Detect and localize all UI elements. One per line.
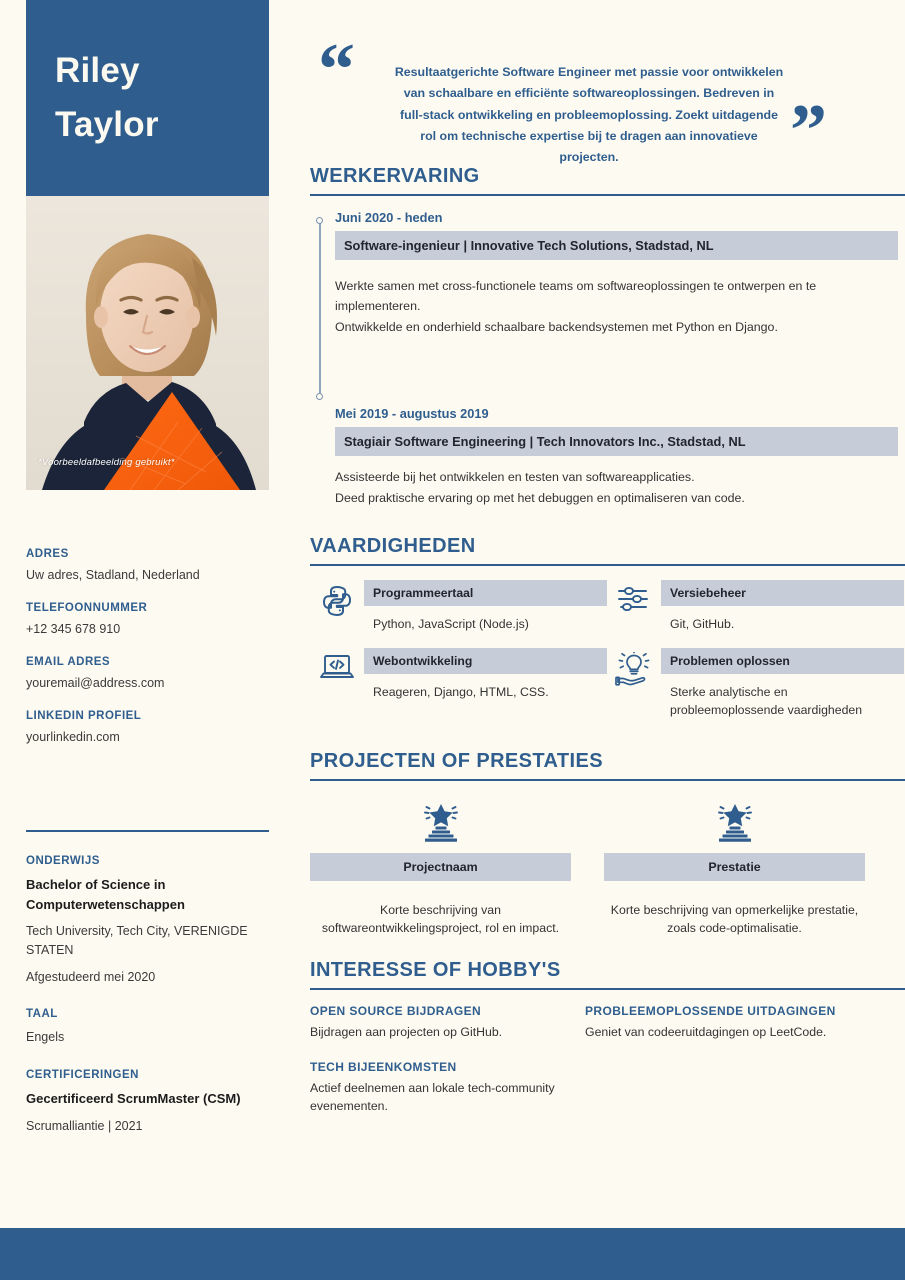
skill-value: Python, JavaScript (Node.js) xyxy=(373,617,529,632)
skill-item xyxy=(607,648,904,720)
footer-bar xyxy=(0,1228,905,1280)
contact-label: EMAIL ADRES xyxy=(26,656,111,669)
job-entry xyxy=(310,406,905,508)
star-podium-icon xyxy=(604,795,865,847)
interest-item xyxy=(310,1060,585,1116)
interest-text: Bijdragen aan projecten op GitHub. xyxy=(310,1025,503,1040)
timeline-line xyxy=(319,221,321,396)
first-name: Riley xyxy=(55,50,140,90)
section-title-skills: VAARDIGHEDEN xyxy=(310,535,476,558)
quote-close-icon: ” xyxy=(790,90,827,172)
job-description xyxy=(335,276,880,337)
contact-item-address xyxy=(26,548,269,584)
education-degree: Bachelor of Science in Computerwetenschappen xyxy=(26,877,185,912)
education-label: ONDERWIJS xyxy=(26,855,100,867)
interest-title: TECH BIJEENKOMSTEN xyxy=(310,1059,457,1074)
skill-item xyxy=(310,580,607,633)
contact-label: ADRES xyxy=(26,548,69,560)
section-title-projects: PROJECTEN OF PRESTATIES xyxy=(310,749,603,772)
section-experience xyxy=(310,165,905,508)
timeline-track xyxy=(316,217,325,400)
section-rule xyxy=(310,988,905,990)
skill-item xyxy=(607,580,904,633)
python-logo-icon xyxy=(310,580,364,633)
interests-column-left xyxy=(310,1004,585,1133)
contact-value: +12 345 678 910 xyxy=(26,622,121,637)
language-label: TAAL xyxy=(26,1008,58,1021)
section-rule xyxy=(310,194,905,196)
interests-column-right xyxy=(585,1004,860,1133)
contact-label: LINKEDIN PROFIEL xyxy=(26,710,142,723)
skills-grid xyxy=(310,580,905,733)
job-bullet: Werkte samen met cross-functionele teams om softwareoplossingen te ontwerpen en te implementeren. xyxy=(335,279,817,314)
section-interests xyxy=(310,959,905,1133)
skill-body xyxy=(661,648,904,720)
summary-quote xyxy=(310,0,905,172)
education-block xyxy=(26,855,274,1143)
interest-text: Actief deelnemen aan lokale tech-community evenementen. xyxy=(310,1080,555,1114)
job-description xyxy=(335,467,880,508)
quote-open-icon: “ xyxy=(318,29,355,111)
skill-value: Reageren, Django, HTML, CSS. xyxy=(373,684,549,699)
section-title-experience: WERKERVARING xyxy=(310,165,480,187)
project-description: Korte beschrijving van opmerkelijke prestatie, zoals code-optimalisatie. xyxy=(610,902,859,935)
interest-item xyxy=(310,1004,585,1041)
skill-body xyxy=(364,648,607,720)
profile-photo xyxy=(26,196,269,490)
interest-text: Geniet van codeeruitdagingen op LeetCode. xyxy=(585,1025,827,1040)
job-bullet: Ontwikkelde en onderhield schaalbare backendsystemen met Python en Django. xyxy=(335,320,778,335)
project-item xyxy=(604,795,865,938)
profile-photo-illustration xyxy=(26,196,269,490)
contact-value: youremail@address.com xyxy=(26,676,165,691)
job-bullet: Deed praktische ervaring op met het debuggen en optimaliseren van code. xyxy=(335,491,745,506)
section-projects xyxy=(310,750,905,938)
skill-body xyxy=(364,580,607,633)
skill-value: Git, GitHub. xyxy=(670,617,735,632)
project-name: Prestatie xyxy=(604,853,865,881)
interests-grid xyxy=(310,1004,905,1133)
skill-name: Programmeertaal xyxy=(364,580,607,606)
skill-name: Versiebeheer xyxy=(661,580,904,606)
job-title: Software-ingenieur | Innovative Tech Solutions, Stadstad, NL xyxy=(335,231,898,260)
project-name: Projectnaam xyxy=(310,853,571,881)
skill-item xyxy=(310,648,607,720)
projects-grid xyxy=(310,795,905,938)
job-bullet: Assisteerde bij het ontwikkelen en testen van softwareapplicaties. xyxy=(335,470,695,484)
education-graduated: Afgestudeerd mei 2020 xyxy=(26,969,156,984)
skill-name: Problemen oplossen xyxy=(661,648,904,674)
contact-item-email xyxy=(26,656,269,692)
sliders-icon xyxy=(607,580,661,633)
contact-list xyxy=(26,548,269,765)
contact-label: TELEFOONNUMMER xyxy=(26,602,148,615)
lightbulb-hand-icon xyxy=(607,648,661,720)
job-date: Juni 2020 - heden xyxy=(335,210,443,225)
contact-item-linkedin[interactable] xyxy=(26,710,269,746)
skill-body xyxy=(661,580,904,633)
sidebar-divider xyxy=(26,830,269,832)
skill-value: Sterke analytische en probleemoplossende vaardigheden xyxy=(670,684,863,718)
contact-value: Uw adres, Stadland, Nederland xyxy=(26,568,200,582)
education-school: Tech University, Tech City, VERENIGDE STATEN xyxy=(26,924,248,957)
timeline-dot-icon xyxy=(316,217,323,224)
timeline-dot-icon xyxy=(316,393,323,400)
contact-value[interactable]: yourlinkedin.com xyxy=(26,730,120,745)
summary-text: Resultaatgerichte Software Engineer met passie voor ontwikkelen van schaalbare en efficiënte softwareoplossingen. Bedreven in full-stack ontwikkeling en probleemoplossing. Zoekt uitdagende rol om technische expertise bij te dragen aan innovatieve projecten. xyxy=(394,65,784,165)
interest-title: OPEN SOURCE BIJDRAGEN xyxy=(310,1004,482,1019)
language-value: Engels xyxy=(26,1030,65,1045)
certification-issuer: Scrumalliantie | 2021 xyxy=(26,1118,143,1133)
certifications-label: CERTIFICERINGEN xyxy=(26,1069,139,1081)
project-description: Korte beschrijving van softwareontwikkelingsproject, rol en impact. xyxy=(321,902,560,935)
experience-timeline xyxy=(310,210,905,395)
certification-name: Gecertificeerd ScrumMaster (CSM) xyxy=(26,1091,241,1106)
interest-title: PROBLEEMOPLOSSENDE UITDAGINGEN xyxy=(585,1004,836,1019)
job-date: Mei 2019 - augustus 2019 xyxy=(335,406,489,421)
sidebar xyxy=(0,0,290,1280)
star-podium-icon xyxy=(310,795,571,847)
main-content xyxy=(310,0,905,1280)
section-skills xyxy=(310,535,905,733)
contact-item-phone xyxy=(26,602,269,638)
job-entry xyxy=(335,210,905,337)
name-header xyxy=(26,0,269,196)
laptop-code-icon xyxy=(310,648,364,720)
project-item xyxy=(310,795,571,938)
skill-name: Webontwikkeling xyxy=(364,648,607,674)
section-title-interests: INTERESSE OF HOBBY'S xyxy=(310,959,561,982)
last-name: Taylor xyxy=(55,105,159,144)
photo-caption: *Voorbeeldafbeelding gebruikt* xyxy=(38,457,175,468)
section-rule xyxy=(310,779,905,781)
job-title: Stagiair Software Engineering | Tech Innovators Inc., Stadstad, NL xyxy=(335,427,898,456)
interest-item xyxy=(585,1004,860,1041)
section-rule xyxy=(310,564,905,566)
